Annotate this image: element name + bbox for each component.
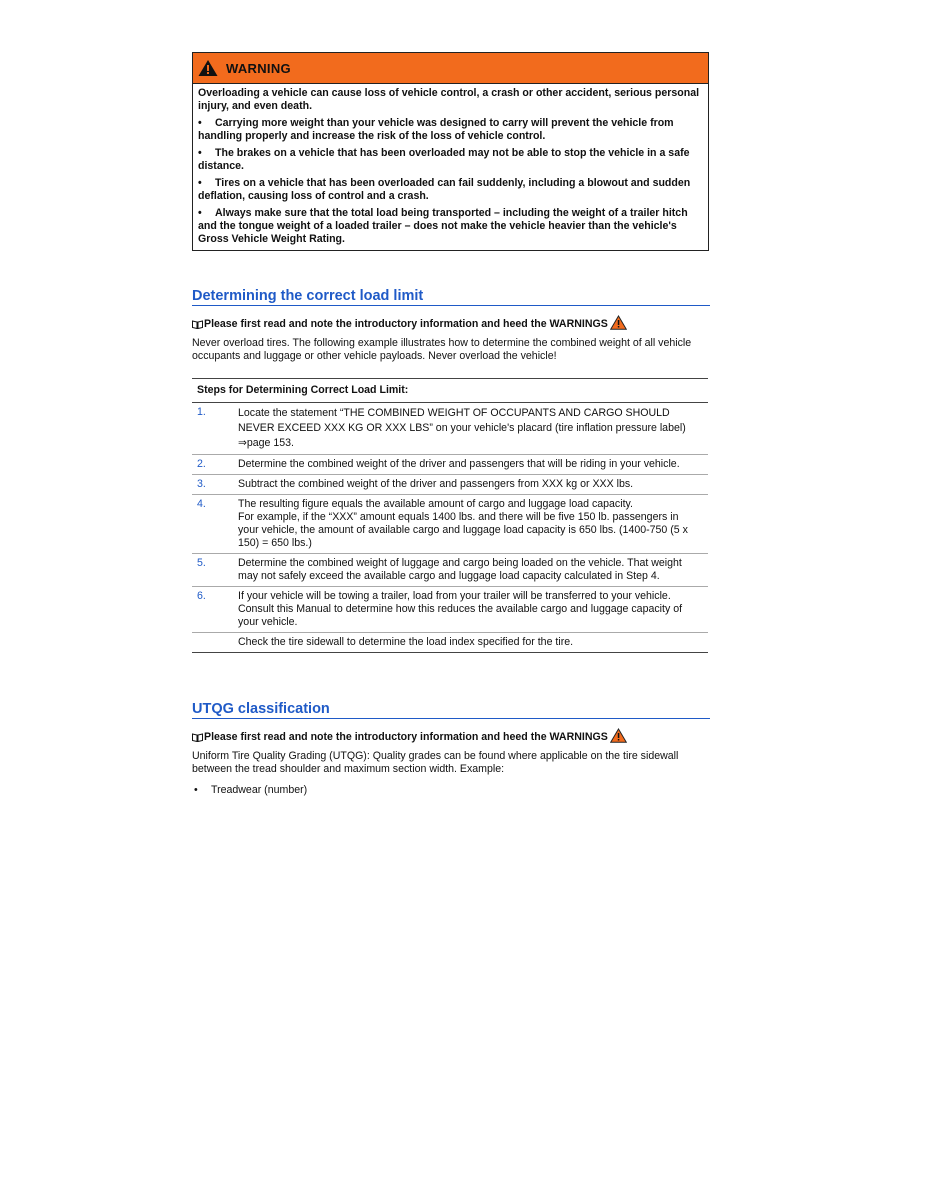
manual-page (192, 52, 710, 796)
step-text: Locate the statement “THE COMBINED WEIGHT OF OCCUPANTS AND CARGO SHOULD NEVER EXCEED XXX KG OR XXX LBS” on your vehicle's placard (tire inflation pressure label) ⇒page 153. (238, 407, 686, 449)
book-icon (192, 320, 203, 329)
intro-text[interactable]: Please first read and note the introductory information and heed the WARNINGS (204, 318, 608, 330)
warning-bullet: • The brakes on a vehicle that has been overloaded may not be able to stop the vehicle in a safe distance. (198, 147, 690, 172)
step-text: Determine the combined weight of the driver and passengers that will be riding in your vehicle. (238, 458, 680, 470)
step-text: If your vehicle will be towing a trailer, load from your trailer will be transferred to your vehicle. Consult this Manual to determine how this reduces the available cargo and luggage capacity of your vehicle. (238, 590, 683, 628)
step-number: 1. (197, 406, 206, 418)
step-number (192, 636, 238, 649)
step-text: Determine the combined weight of luggage and cargo being loaded on the vehicle. That weight may not safely exceed the available cargo and luggage load capacity calculated in Step 4. (238, 557, 682, 582)
step-text: Subtract the combined weight of the driver and passengers from XXX kg or XXX lbs. (238, 478, 634, 490)
step-text: The resulting figure equals the available amount of cargo and luggage load capacity. For example, if the “XXX” amount equals 1400 lbs. and there will be five 150 lb. passengers in your vehicle, the amount of available cargo and luggage load capacity is 650 lbs. (1400-750 (5 x 150) = 650 lbs.) (238, 498, 688, 549)
warning-box (192, 52, 709, 251)
table-row (192, 633, 708, 652)
book-icon (192, 733, 203, 742)
table-row (192, 475, 708, 495)
warning-bullet: • Tires on a vehicle that has been overloaded can fail suddenly, including a blowout and sudden deflation, causing loss of control and a crash. (198, 177, 691, 202)
step-number: 5. (197, 557, 206, 569)
warning-triangle-icon (198, 59, 218, 77)
step-number: 3. (197, 478, 206, 490)
warning-bullet: • Always make sure that the total load being transported – including the weight of a trailer hitch and the tongue weight of a loaded trailer – does not make the vehicle heavier than the vehicle's Gross Vehicle Weight Rating. (198, 207, 688, 245)
intro-text[interactable]: Please first read and note the introductory information and heed the WARNINGS (204, 731, 608, 743)
table-row (192, 554, 708, 587)
warning-lead: Overloading a vehicle can cause loss of vehicle control, a crash or other accident, serious personal injury, and even death. (198, 87, 700, 112)
warning-header (193, 53, 708, 84)
list-item (192, 784, 710, 796)
steps-table (192, 378, 708, 653)
step-number: 4. (197, 498, 206, 510)
bullet-dot: • (194, 784, 198, 796)
section-paragraph: Uniform Tire Quality Grading (UTQG): Quality grades can be found where applicable on the tire sidewall between the tread shoulder and maximum section width. Example: (192, 750, 679, 775)
warning-title: WARNING (226, 60, 291, 76)
steps-table-header: Steps for Determining Correct Load Limit: (192, 379, 708, 403)
table-row (192, 587, 708, 633)
step-number: 2. (197, 458, 206, 470)
table-row (192, 403, 708, 455)
section-heading-utqg: UTQG classification (192, 701, 710, 719)
intro-note (192, 318, 710, 330)
table-row (192, 455, 708, 475)
list-item-text: Treadwear (number) (211, 784, 308, 796)
table-row (192, 495, 708, 554)
step-text: Check the tire sidewall to determine the load index specified for the tire. (238, 636, 574, 648)
section-heading-load-limit: Determining the correct load limit (192, 288, 710, 306)
section-paragraph: Never overload tires. The following example illustrates how to determine the combined weight of all vehicle occupants and luggage or other vehicle payloads. Never overload the vehicle! (192, 337, 692, 362)
step-number: 6. (197, 590, 206, 602)
warning-bullet: • Carrying more weight than your vehicle was designed to carry will prevent the vehicle from handling properly and increase the risk of the loss of vehicle control. (198, 117, 674, 142)
intro-note (192, 731, 710, 743)
warning-body (193, 84, 708, 250)
warning-triangle-icon (610, 728, 627, 743)
warning-triangle-icon (610, 315, 627, 330)
